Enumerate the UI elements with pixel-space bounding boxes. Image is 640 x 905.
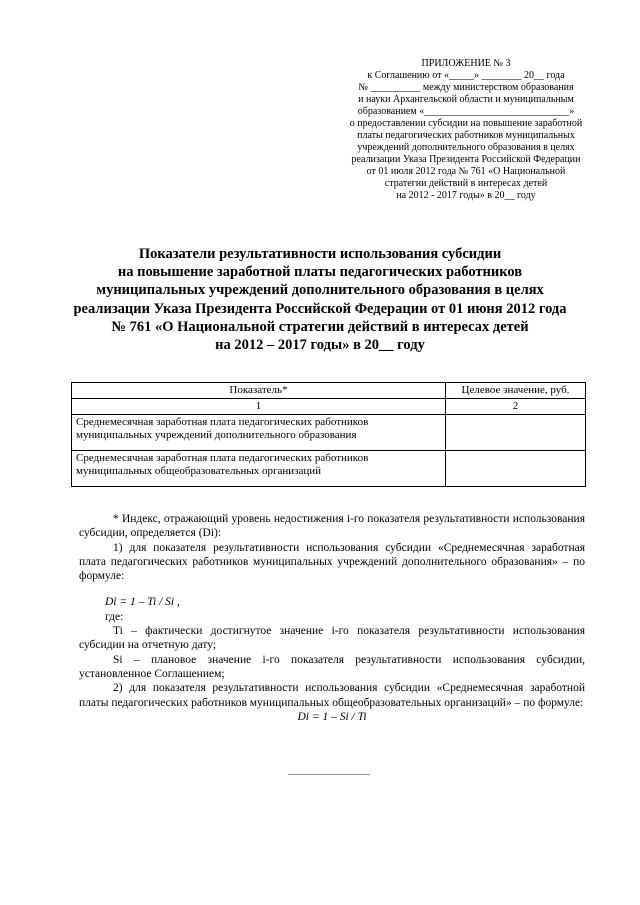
appendix-line: к Соглашению от «_____» ________ 20__ года [367,70,565,81]
title-line: муниципальных учреждений дополнительного образования в целях [96,282,544,299]
where-label: где: [105,610,124,623]
appendix-line: и науки Архангельской области и муниципальным [358,94,574,105]
table-row [72,415,586,451]
target-value-cell [446,451,586,487]
indicators-table [71,382,586,487]
indicator-text: Среднемесячная заработная плата педагогических работников [76,452,369,464]
appendix-header [334,58,598,202]
column-number: 2 [446,399,586,415]
indicator-cell [72,415,446,451]
formula-item-1: 1) для показателя результативности использования субсидии «Среднемесячная заработная плата педагогических работников муниципальных учреждений дополнительного образования» – по формуле: [79,541,585,583]
appendix-line: платы педагогических работников муниципальных [357,130,575,141]
table-header-row [72,383,586,399]
indicator-text: муниципальных учреждений дополнительного образования [76,429,357,441]
appendix-line: реализации Указа Президента Российской Федерации [351,154,581,165]
appendix-line: стратегии действий в интересах детей [384,178,548,189]
footnote-intro: * Индекс, отражающий уровень недостижения i-го показателя результативности использования субсидии, определяется (Di): [79,513,585,540]
title-line: на 2012 – 2017 годы» в 20__ году [215,337,425,354]
indicator-text: Среднемесячная заработная плата педагогических работников [76,416,369,428]
indicator-cell [72,451,446,487]
formula-1: Di = 1 – Ti / Si , [105,596,180,609]
document-title [60,245,580,354]
ti-definition: Ti – фактически достигнутое значение i-го показателя результативности использования субсидии на отчетную дату; [79,625,585,652]
appendix-line: о предоставлении субсидии на повышение заработной [349,118,583,129]
column-number: 1 [72,399,446,415]
appendix-line: на 2012 - 2017 годы» в 20__ году [396,190,536,201]
formula-2: Di = 1 – Si / Ti [297,710,367,723]
appendix-line: ПРИЛОЖЕНИЕ № 3 [421,58,511,69]
header-indicator: Показатель* [72,383,446,399]
appendix-line: учреждений дополнительного образования в целях [357,142,575,153]
appendix-line: от 01 июля 2012 года № 761 «О Национальной [366,166,566,177]
si-definition: Si – плановое значение i-го показателя результативности использования субсидии, установленное Соглашением; [79,653,585,680]
indicator-text: муниципальных общеобразовательных организаций [76,465,322,477]
formula-item-2: 2) для показателя результативности использования субсидии «Среднемесячная заработной платы педагогических работников муниципальных общеобразовательных организаций» – по формуле: [79,682,585,709]
appendix-line: образованием «_____________________________» [357,106,575,117]
appendix-line: № __________ между министерством образования [358,82,574,93]
table-row [72,451,586,487]
target-value-cell [446,415,586,451]
title-line: на повышение заработной платы педагогических работников [117,264,523,281]
title-line: реализации Указа Президента Российской Федерации от 01 июня 2012 года [73,300,567,317]
end-divider [288,774,370,775]
title-line: Показатели результативности использования субсидии [138,246,502,262]
title-line: № 761 «О Национальной стратегии действий в интересах детей [111,318,529,335]
header-target-value: Целевое значение, руб. [446,383,586,399]
table-number-row [72,399,586,415]
footnotes [79,512,585,724]
